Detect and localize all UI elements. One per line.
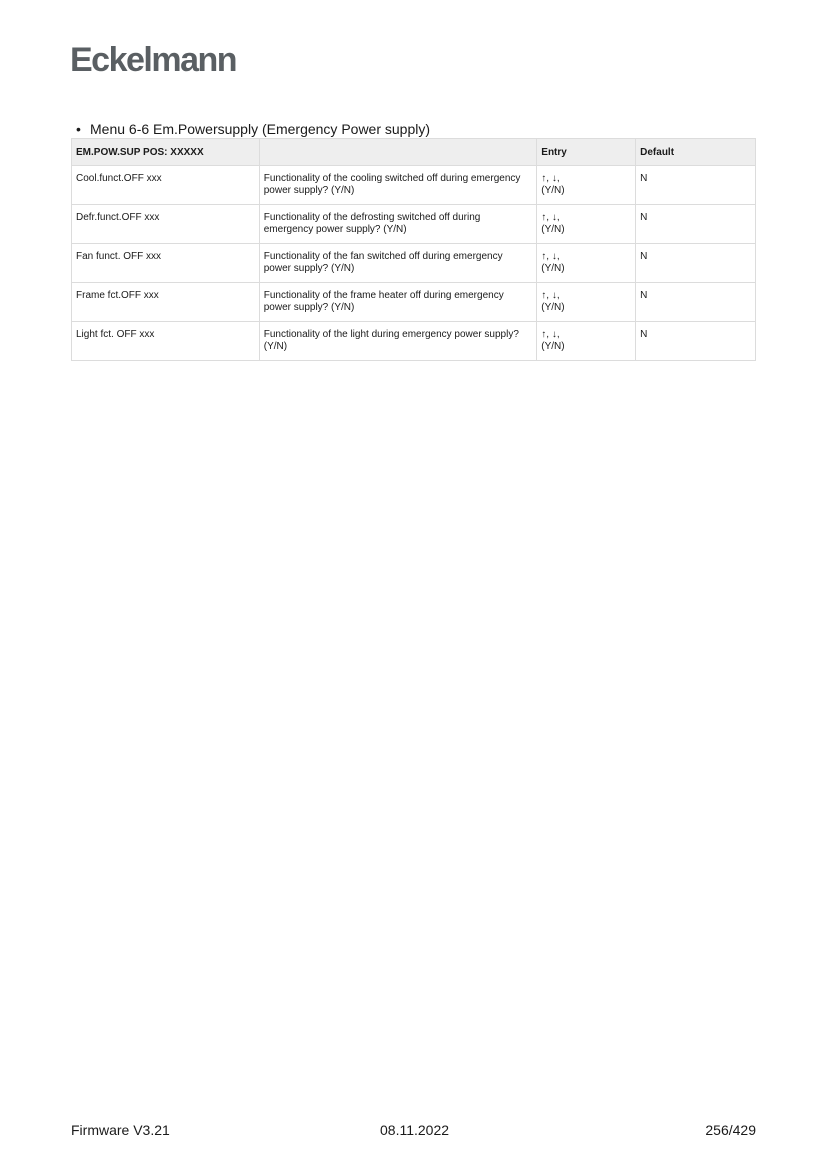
entry-arrows: ↑, ↓, <box>541 173 560 184</box>
entry-cell <box>537 244 636 283</box>
table-header-row <box>72 139 756 166</box>
description-cell: Functionality of the cooling switched off during emergency power supply? (Y/N) <box>259 166 537 205</box>
entry-values: (Y/N) <box>541 224 565 235</box>
table-row <box>72 244 756 283</box>
parameter-table <box>71 138 756 361</box>
default-cell: N <box>636 283 756 322</box>
description-cell: Functionality of the frame heater off during emergency power supply? (Y/N) <box>259 283 537 322</box>
entry-cell <box>537 166 636 205</box>
entry-values: (Y/N) <box>541 302 565 313</box>
entry-arrows: ↑, ↓, <box>541 290 560 301</box>
param-cell: Cool.funct.OFF xxx <box>72 166 260 205</box>
footer-firmware: Firmware V3.21 <box>71 1122 170 1138</box>
param-cell: Fan funct. OFF xxx <box>72 244 260 283</box>
header-entry: Entry <box>537 139 636 166</box>
entry-values: (Y/N) <box>541 341 565 352</box>
table-row <box>72 166 756 205</box>
table-row <box>72 283 756 322</box>
default-cell: N <box>636 244 756 283</box>
description-cell: Functionality of the defrosting switched off during emergency power supply? (Y/N) <box>259 205 537 244</box>
header-description <box>259 139 537 166</box>
entry-values: (Y/N) <box>541 185 565 196</box>
param-cell: Defr.funct.OFF xxx <box>72 205 260 244</box>
header-parameter: EM.POW.SUP POS: XXXXX <box>72 139 260 166</box>
entry-values: (Y/N) <box>541 263 565 274</box>
company-logo: Eckelmann <box>70 41 237 79</box>
entry-arrows: ↑, ↓, <box>541 212 560 223</box>
entry-cell <box>537 322 636 361</box>
default-cell: N <box>636 322 756 361</box>
description-cell: Functionality of the fan switched off during emergency power supply? (Y/N) <box>259 244 537 283</box>
description-cell: Functionality of the light during emergency power supply? (Y/N) <box>259 322 537 361</box>
entry-cell <box>537 283 636 322</box>
table-row <box>72 322 756 361</box>
default-cell: N <box>636 205 756 244</box>
bullet-icon: • <box>76 121 81 137</box>
footer-date: 08.11.2022 <box>380 1122 450 1138</box>
default-cell: N <box>636 166 756 205</box>
section-title: Menu 6-6 Em.Powersupply (Emergency Power supply) <box>90 121 431 137</box>
entry-cell <box>537 205 636 244</box>
param-cell: Light fct. OFF xxx <box>72 322 260 361</box>
footer-page-number: 256/429 <box>705 1122 756 1138</box>
entry-arrows: ↑, ↓, <box>541 329 560 340</box>
table-row <box>72 205 756 244</box>
param-cell: Frame fct.OFF xxx <box>72 283 260 322</box>
section-heading <box>76 120 430 138</box>
header-default: Default <box>636 139 756 166</box>
entry-arrows: ↑, ↓, <box>541 251 560 262</box>
